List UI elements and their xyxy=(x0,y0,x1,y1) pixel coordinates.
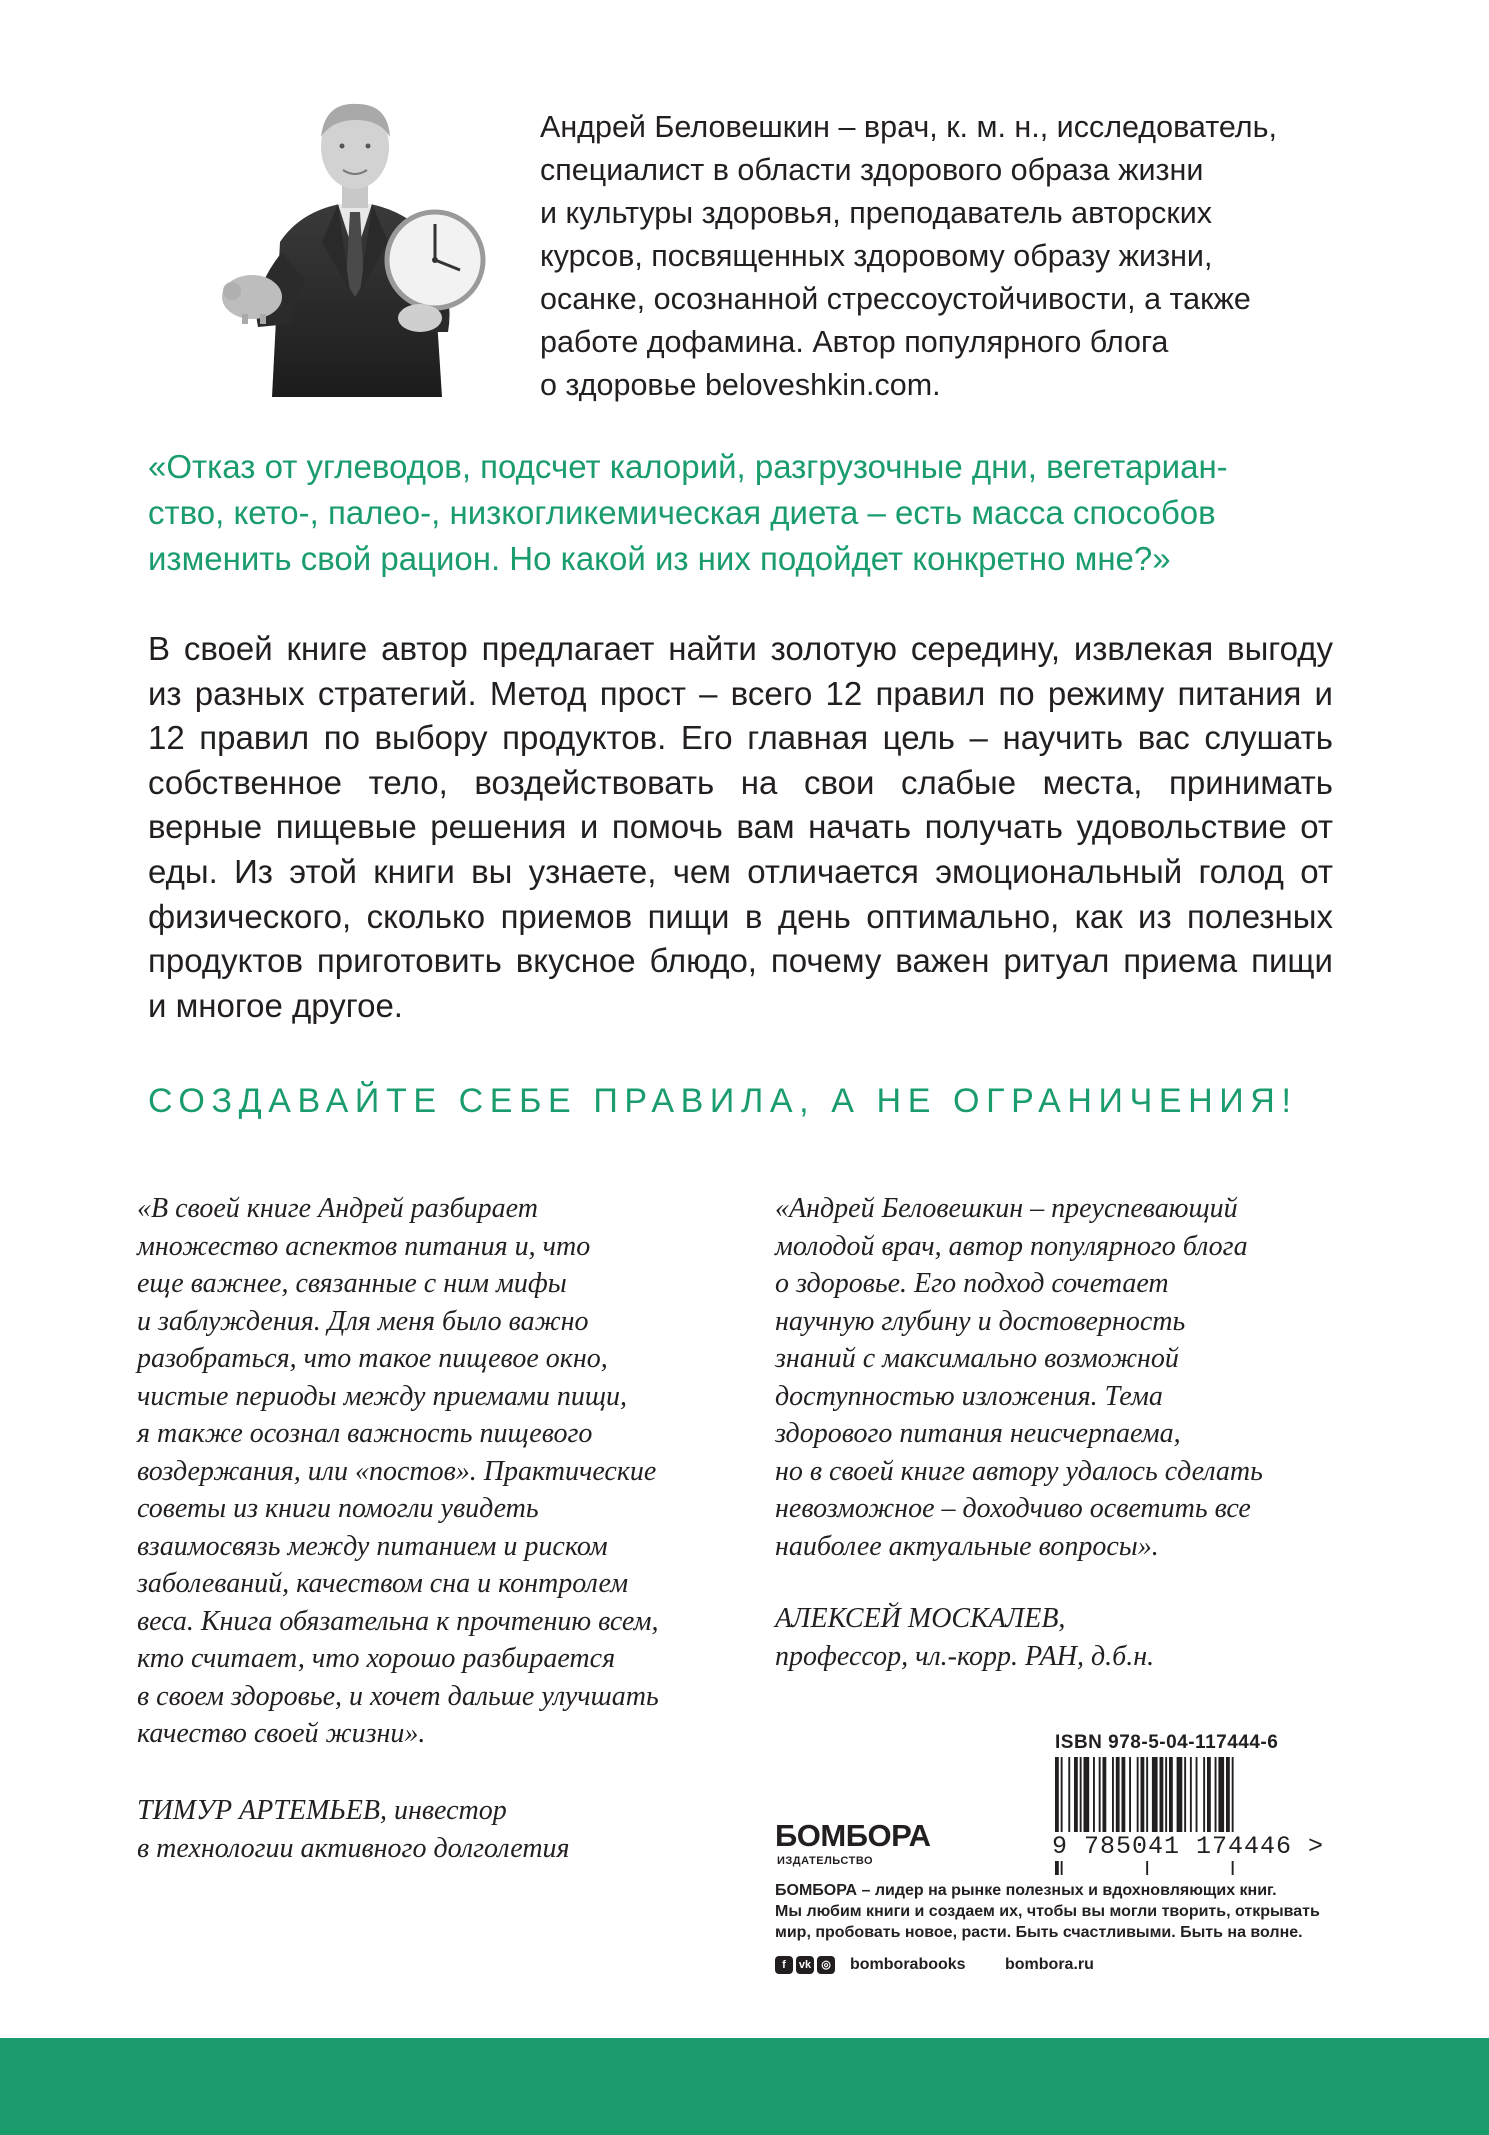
publisher-line: Мы любим книги и создаем их, чтобы вы могли творить, открывать xyxy=(775,1903,1320,1920)
quote-line: изменить свой рацион. Но какой из них подойдет конкретно мне?» xyxy=(148,540,1171,577)
review-line: взаимосвязь между питанием и риском xyxy=(137,1530,608,1562)
publisher-blurb xyxy=(775,1880,1345,1943)
review-line: знаний с максимально возможной xyxy=(775,1343,1179,1374)
author-photo-icon xyxy=(210,92,500,397)
review-line: я также осознал важность пищевого xyxy=(137,1418,593,1449)
description-line: В своей книге автор предлагает найти золотую середину, извлекая выгоду xyxy=(148,630,1333,667)
review-line: о здоровье. Его подход сочетает xyxy=(775,1268,1169,1299)
highlight-quote xyxy=(148,444,1348,582)
review-right-signature xyxy=(775,1600,1335,1675)
facebook-icon: f xyxy=(775,1956,793,1974)
review-line: молодой врач, автор популярного блога xyxy=(775,1230,1248,1262)
review-line: но в своей книге автору удалось сделать xyxy=(775,1455,1263,1487)
signature-line: АЛЕКСЕЙ МОСКАЛЕВ, xyxy=(775,1603,1066,1634)
social-icons xyxy=(775,1954,835,1976)
review-line: заболеваний, качеством сна и контролем xyxy=(137,1568,629,1599)
review-line: разобраться, что такое пищевое окно, xyxy=(137,1343,608,1374)
bio-line: курсов, посвященных здоровому образу жизни, xyxy=(540,239,1213,273)
review-line: научную глубину и достоверность xyxy=(775,1305,1186,1337)
isbn-label: ISBN 978-5-04-117444-6 xyxy=(1055,1732,1279,1753)
quote-line: «Отказ от углеводов, подсчет калорий, разгрузочные дни, вегетариан- xyxy=(148,448,1228,485)
review-line: еще важнее, связанные с ним мифы xyxy=(137,1268,567,1299)
bio-line: о здоровье beloveshkin.com. xyxy=(540,368,941,402)
review-line: веса. Книга обязательна к прочтению всем, xyxy=(137,1605,659,1637)
bio-line: работе дофамина. Автор популярного блога xyxy=(540,325,1169,359)
publisher-line: БОМБОРА – лидер на рынке полезных и вдохновляющих книг. xyxy=(775,1882,1277,1899)
bio-line: и культуры здоровья, преподаватель авторских xyxy=(540,196,1213,230)
signature-line: профессор, чл.-корр. РАН, д.б.н. xyxy=(775,1640,1155,1672)
review-line: в своем здоровье, и хочет дальше улучшать xyxy=(137,1680,659,1712)
publisher-line: мир, пробовать новое, расти. Быть счастливыми. Быть на волне. xyxy=(775,1924,1303,1941)
vk-icon: vk xyxy=(796,1956,814,1974)
review-line: доступностью изложения. Тема xyxy=(775,1380,1163,1412)
description-line: продуктов приготовить вкусное блюдо, почему важен ритуал приема пищи xyxy=(148,942,1333,980)
social-handle: bomborabooks xyxy=(850,1956,966,1973)
instagram-icon: ◎ xyxy=(817,1956,835,1974)
description-line: собственное тело, воздействовать на свои слабые места, принимать xyxy=(148,763,1333,801)
review-line: воздержания, или «постов». Практические xyxy=(137,1455,657,1487)
description-line: из разных стратегий. Метод прост – всего 12 правил по режиму питания и xyxy=(148,674,1333,712)
publisher-logo-subtitle: ИЗДАТЕЛЬСТВО xyxy=(777,1855,874,1867)
barcode-digits: 9 785041 174446 > xyxy=(1052,1832,1325,1861)
description-line: физического, сколько приемов пищи в день оптимально, как из полезных xyxy=(148,897,1333,935)
book-description xyxy=(148,627,1333,1028)
review-line: наиболее актуальные вопросы». xyxy=(775,1530,1159,1562)
review-line: советы из книги помогли увидеть xyxy=(137,1493,539,1524)
bio-line: Андрей Беловешкин – врач, к. м. н., исследователь, xyxy=(540,110,1277,144)
review-left xyxy=(137,1190,737,1753)
review-line: качество своей жизни». xyxy=(137,1718,426,1749)
publisher-logo: БОМБОРА xyxy=(775,1818,931,1853)
author-bio xyxy=(540,106,1360,407)
description-line: 12 правил по выбору продуктов. Его главная цель – научить вас слушать xyxy=(148,719,1333,757)
signature-line: ТИМУР АРТЕМЬЕВ, инвестор xyxy=(137,1795,507,1826)
publisher-site: bombora.ru xyxy=(1005,1956,1094,1973)
description-line: верные пищевые решения и помочь вам начать получать удовольствие от xyxy=(148,808,1333,846)
bio-line: специалист в области здорового образа жизни xyxy=(540,153,1204,187)
quote-line: ство, кето-, палео-, низкогликемическая диета – есть масса способов xyxy=(148,494,1216,531)
bottom-color-band xyxy=(0,2038,1489,2135)
description-line: еды. Из этой книги вы узнаете, чем отличается эмоциональный голод от xyxy=(148,852,1333,890)
bio-line: осанке, осознанной стрессоустойчивости, а также xyxy=(540,282,1251,316)
slogan-heading: СОЗДАВАЙТЕ СЕБЕ ПРАВИЛА, А НЕ ОГРАНИЧЕНИЯ! xyxy=(148,1082,1298,1120)
review-line: здорового питания неисчерпаема, xyxy=(775,1418,1181,1449)
review-line: невозможное – доходчиво осветить все xyxy=(775,1493,1251,1524)
review-line: «Андрей Беловешкин – преуспевающий xyxy=(775,1193,1238,1224)
review-line: кто считает, что хорошо разбирается xyxy=(137,1643,616,1674)
signature-line: в технологии активного долголетия xyxy=(137,1832,570,1864)
review-line: множество аспектов питания и, что xyxy=(137,1230,591,1262)
review-line: «В своей книге Андрей разбирает xyxy=(137,1193,538,1224)
review-left-signature xyxy=(137,1792,697,1867)
review-line: чистые периоды между приемами пищи, xyxy=(137,1380,628,1412)
description-line: и многое другое. xyxy=(148,986,403,1024)
review-line: и заблуждения. Для меня было важно xyxy=(137,1305,589,1337)
review-right xyxy=(775,1190,1375,1565)
